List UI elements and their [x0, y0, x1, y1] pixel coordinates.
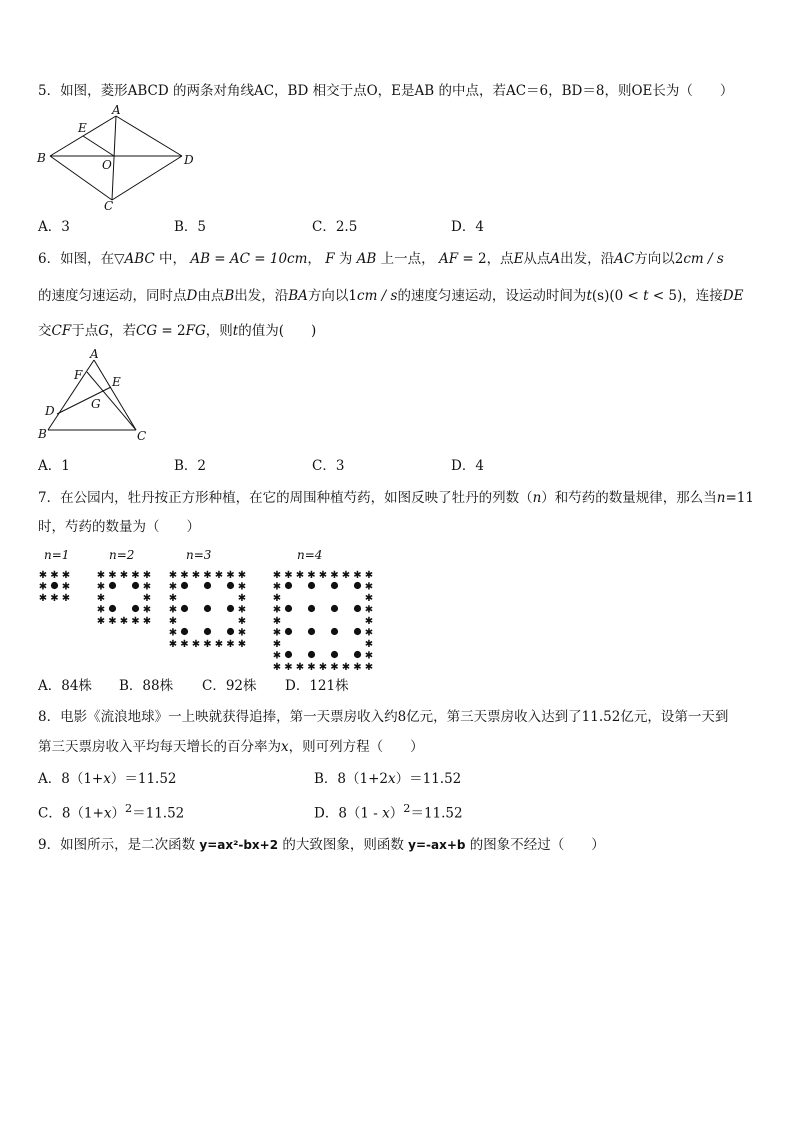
- q7-peony-dot: [285, 651, 292, 658]
- q7-peony-dot: [109, 582, 116, 589]
- q7-peony-border-star: ✱: [203, 570, 212, 581]
- q7-peony-dot: [181, 605, 188, 612]
- q6-triangle-figure: [36, 348, 166, 448]
- q7-peony-dot: [227, 582, 234, 589]
- q7-peony-border-star: ✱: [364, 581, 374, 593]
- q7-label-n1: n=1: [44, 548, 70, 562]
- q7-peony-border-star: ✱: [142, 581, 152, 593]
- q5-label-c: C: [104, 199, 114, 213]
- q7-peony-border-star: ✱: [226, 639, 235, 650]
- q7-peony-border-star: ✱: [307, 662, 316, 673]
- q7-peony-border-star: ✱: [364, 662, 374, 673]
- q7-peony-border-star: ✱: [168, 604, 178, 616]
- q7-peony-border-star: ✱: [295, 662, 305, 673]
- q8-option-d[interactable]: D．8（1 - x）$^2$＝11.52: [314, 802, 463, 822]
- q5-option-c[interactable]: C．2.5: [312, 219, 358, 235]
- q7-option-c[interactable]: C．92株: [202, 678, 257, 694]
- q7-peony-border-star: ✱: [168, 639, 178, 650]
- q7-peony-border-star: ✱: [237, 604, 247, 616]
- q7-peony-border-star: ✱: [330, 662, 339, 673]
- q7-peony-border-star: ✱: [96, 616, 106, 627]
- q7-peony-border-star: ✱: [191, 570, 201, 581]
- q5-option-d[interactable]: D．4: [451, 219, 484, 235]
- q7-peony-border-star: ✱: [353, 662, 362, 673]
- q7-option-d[interactable]: D．121株: [285, 678, 349, 694]
- q7-peony-border-star: ✱: [295, 570, 305, 581]
- q7-peony-border-star: ✱: [364, 627, 374, 639]
- q7-peony-dot: [354, 605, 361, 612]
- q7-peony-border-star: ✱: [364, 570, 374, 581]
- q8-option-a[interactable]: A．8（1+x）＝11.52: [38, 771, 177, 787]
- q7-peony-dot: [204, 605, 211, 612]
- q7-peony-dot: [132, 582, 139, 589]
- q7-peony-border-star: ✱: [142, 616, 152, 627]
- q6-label-c: C: [137, 429, 147, 443]
- q7-peony-dot: [354, 582, 361, 589]
- q7-peony-border-star: ✱: [307, 570, 316, 581]
- q6-option-c[interactable]: C．3: [312, 458, 345, 474]
- q6-label-d: D: [45, 404, 55, 418]
- q7-label-n4: n=4: [297, 548, 323, 562]
- q7-peony-border-star: ✱: [119, 616, 129, 627]
- q7-peony-dot: [181, 628, 188, 635]
- q7-peony-border-star: ✱: [38, 570, 48, 581]
- q7-peony-dot: [285, 605, 292, 612]
- q7-peony-border-star: ✱: [180, 639, 189, 650]
- q8-stem-line1: 8．电影《流浪地球》一上映就获得追捧，第一天票房收入约8亿元，第三天票房收入达到了11.52亿元，设第一天到: [38, 709, 729, 725]
- q7-peony-dot: [331, 628, 338, 635]
- q7-peony-dot: [109, 605, 116, 612]
- q7-peony-border-star: ✱: [341, 662, 351, 673]
- q7-peony-border-star: ✱: [341, 570, 351, 581]
- q7-peony-border-star: ✱: [50, 593, 59, 604]
- q7-peony-border-star: ✱: [168, 581, 178, 593]
- q5-label-d: D: [184, 153, 194, 167]
- q7-stem-line2: 时，芍药的数量为（ ）: [38, 519, 200, 535]
- q7-peony-border-star: ✱: [364, 639, 374, 650]
- q7-label-n3: n=3: [186, 548, 212, 562]
- q7-peony-border-star: ✱: [38, 581, 48, 593]
- q7-peony-border-star: ✱: [237, 570, 247, 581]
- q7-pattern-figure: [36, 546, 396, 673]
- q7-peony-border-star: ✱: [353, 570, 362, 581]
- q7-peony-dot: [354, 651, 361, 658]
- q7-peony-border-star: ✱: [364, 604, 374, 616]
- q7-peony-dot: [354, 628, 361, 635]
- q7-option-b[interactable]: B．88株: [119, 678, 174, 694]
- q7-peony-dot: [308, 628, 315, 635]
- q7-peony-dot: [51, 582, 58, 589]
- q7-peony-border-star: ✱: [364, 593, 374, 604]
- q7-peony-border-star: ✱: [272, 650, 282, 662]
- q7-peony-dot: [227, 628, 234, 635]
- q7-peony-border-star: ✱: [214, 570, 224, 581]
- q7-peony-dot: [331, 605, 338, 612]
- q7-peony-border-star: ✱: [50, 570, 59, 581]
- q7-peony-border-star: ✱: [108, 570, 117, 581]
- q7-peony-border-star: ✱: [131, 616, 140, 627]
- q7-peony-dot: [227, 605, 234, 612]
- q7-peony-border-star: ✱: [214, 639, 224, 650]
- q7-peony-dot: [285, 582, 292, 589]
- q7-peony-border-star: ✱: [96, 581, 106, 593]
- q7-peony-border-star: ✱: [237, 593, 247, 604]
- q5-label-o: O: [102, 158, 112, 172]
- q7-peony-dot: [308, 651, 315, 658]
- q7-peony-dot: [132, 605, 139, 612]
- q7-peony-border-star: ✱: [364, 650, 374, 662]
- q7-peony-border-star: ✱: [284, 662, 293, 673]
- q7-peony-dot: [204, 628, 211, 635]
- q7-peony-border-star: ✱: [168, 627, 178, 639]
- q7-peony-border-star: ✱: [96, 570, 106, 581]
- q6-label-b: B: [38, 427, 47, 441]
- q7-peony-border-star: ✱: [61, 581, 71, 593]
- q5-stem: 5．如图，菱形ABCD 的两条对角线AC，BD 相交于点O，E是AB 的中点，若AC＝6，BD＝8，则OE长为（ ）: [38, 83, 734, 99]
- q6-label-f: F: [74, 368, 83, 382]
- q7-peony-border-star: ✱: [272, 604, 282, 616]
- q7-peony-border-star: ✱: [191, 639, 201, 650]
- q7-peony-border-star: ✱: [272, 570, 282, 581]
- q7-peony-border-star: ✱: [108, 616, 117, 627]
- q6-option-b[interactable]: B．2: [174, 458, 207, 474]
- q7-peony-border-star: ✱: [180, 570, 189, 581]
- q7-peony-border-star: ✱: [96, 593, 106, 604]
- q7-peony-border-star: ✱: [272, 593, 282, 604]
- q7-peony-border-star: ✱: [237, 639, 247, 650]
- q7-peony-border-star: ✱: [96, 604, 106, 616]
- q9-stem: 9．如图所示，是二次函数 y=ax²-bx+2 的大致图象，则函数 y=-ax+b 的图象不经过（ ）: [38, 837, 605, 853]
- q7-peony-border-star: ✱: [38, 593, 48, 604]
- q7-peony-dot: [331, 651, 338, 658]
- q7-peony-border-star: ✱: [61, 593, 71, 604]
- q7-peony-border-star: ✱: [364, 616, 374, 627]
- q6-stem-line2: 的速度匀速运动，同时点D由点B出发，沿BA方向以1cm / s的速度匀速运动，设运动时间为t(s)(0 < t < 5)，连接DE: [38, 288, 744, 304]
- q6-stem-line1: 6．如图，在▽ABC 中， AB = AC = 10cm， F 为 AB 上一点， AF = 2，点E从点A出发，沿AC方向以2cm / s: [38, 251, 724, 267]
- q7-peony-border-star: ✱: [272, 639, 282, 650]
- q7-label-n2: n=2: [109, 548, 135, 562]
- q7-peony-border-star: ✱: [168, 570, 178, 581]
- q6-stem-line3: 交CF于点G，若CG = 2FG，则t的值为( ): [38, 323, 317, 339]
- q7-peony-border-star: ✱: [237, 616, 247, 627]
- q5-label-e: E: [78, 121, 87, 135]
- q7-peony-border-star: ✱: [272, 616, 282, 627]
- q7-peony-border-star: ✱: [272, 627, 282, 639]
- q7-stem-line1: 7．在公园内，牡丹按正方形种植，在它的周围种植芍药，如图反映了牡丹的列数（n）和芍药的数量规律，那么当n=11: [38, 490, 754, 506]
- q6-label-g: G: [91, 397, 101, 411]
- q7-peony-border-star: ✱: [168, 616, 178, 627]
- q7-peony-border-star: ✱: [272, 662, 282, 673]
- q7-peony-border-star: ✱: [318, 662, 328, 673]
- q7-peony-border-star: ✱: [203, 639, 212, 650]
- q7-peony-border-star: ✱: [61, 570, 71, 581]
- q6-option-d[interactable]: D．4: [451, 458, 484, 474]
- q7-peony-dot: [308, 605, 315, 612]
- q7-peony-border-star: ✱: [142, 604, 152, 616]
- q5-option-a[interactable]: A．3: [38, 219, 70, 235]
- q7-peony-border-star: ✱: [168, 593, 178, 604]
- q6-label-a: A: [90, 347, 99, 361]
- q7-peony-border-star: ✱: [272, 581, 282, 593]
- q7-peony-border-star: ✱: [330, 570, 339, 581]
- q7-peony-border-star: ✱: [318, 570, 328, 581]
- q7-peony-border-star: ✱: [237, 627, 247, 639]
- q5-rhombus-figure: [36, 103, 196, 213]
- q6-label-e: E: [112, 375, 121, 389]
- q7-peony-dot: [204, 582, 211, 589]
- q7-peony-border-star: ✱: [119, 570, 129, 581]
- q7-peony-dot: [285, 628, 292, 635]
- q7-peony-border-star: ✱: [226, 570, 235, 581]
- q5-option-b[interactable]: B．5: [174, 219, 207, 235]
- q7-peony-dot: [181, 582, 188, 589]
- q7-peony-border-star: ✱: [131, 570, 140, 581]
- q7-option-a[interactable]: A．84株: [38, 678, 92, 694]
- q7-peony-border-star: ✱: [142, 593, 152, 604]
- q8-option-b[interactable]: B．8（1+2x）＝11.52: [314, 771, 462, 787]
- q7-peony-border-star: ✱: [142, 570, 152, 581]
- q7-peony-dot: [331, 582, 338, 589]
- q5-label-a: A: [112, 103, 121, 117]
- q7-peony-dot: [308, 582, 315, 589]
- q8-stem-line2: 第三天票房收入平均每天增长的百分率为x，则可列方程（ ）: [38, 739, 424, 755]
- q8-option-c[interactable]: C．$8(1+x)^2=11.52$: [38, 802, 185, 822]
- q7-peony-border-star: ✱: [284, 570, 293, 581]
- q6-option-a[interactable]: A．1: [38, 458, 70, 474]
- q7-peony-border-star: ✱: [237, 581, 247, 593]
- q5-label-b: B: [37, 151, 46, 165]
